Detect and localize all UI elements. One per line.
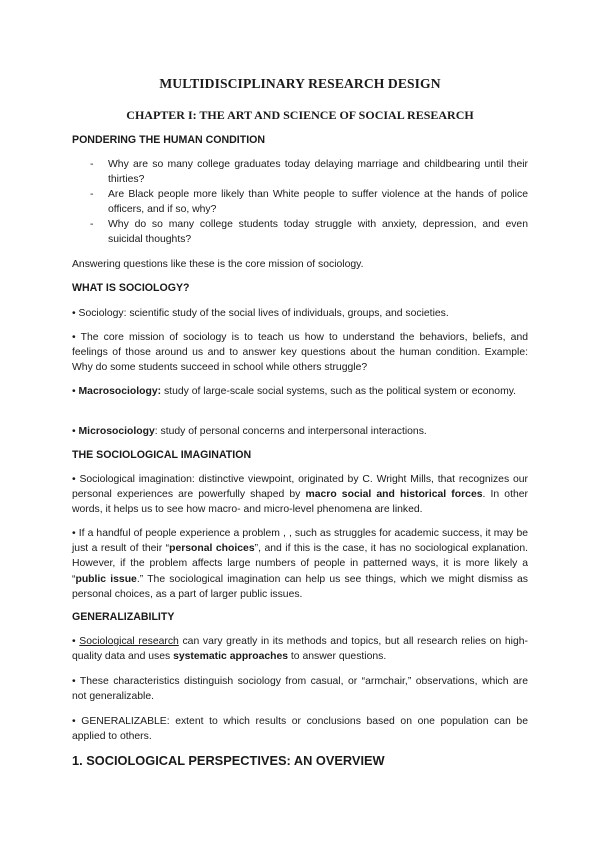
text: • If a handful of people experience a problem , , such as struggles for academic success, it may be just a result of their “ — [72, 528, 528, 555]
dash-marker: - — [90, 219, 94, 230]
paragraph — [72, 384, 528, 399]
question-text: Are Black people more likely than White people to suffer violence at the hands of police officers, and if so, why? — [108, 189, 528, 216]
definition: : study of personal concerns and interpersonal interactions. — [154, 426, 427, 437]
text: ”, and if this is the case, it has no sociological explanation. However, if the problem affects large numbers of people in patterned ways, it is more likely a “ — [72, 543, 528, 585]
question-text: Why are so many college graduates today delaying marriage and childbearing until their thirties? — [108, 159, 528, 186]
term-macrosociology: Macrosociology: — [78, 386, 162, 397]
sociological-research-link[interactable]: Sociological research — [79, 636, 179, 647]
paragraph: Answering questions like these is the core mission of sociology. — [72, 259, 364, 270]
section-heading-sociological-perspectives: 1. SOCIOLOGICAL PERSPECTIVES: AN OVERVIEW — [72, 753, 385, 768]
text: to answer questions. — [288, 651, 387, 663]
text: can vary greatly in its methods and topics, but all research relies on high-quality data and uses — [72, 636, 528, 663]
bold-phrase: systematic approaches — [173, 651, 289, 663]
bullet: • — [72, 426, 76, 437]
section-heading-human-condition: PONDERING THE HUMAN CONDITION — [72, 134, 266, 146]
paragraph: • These characteristics distinguish sociology from casual, or “armchair,” observations, which are not generalizable. — [72, 676, 528, 703]
text: • Sociological imagination: distinctive viewpoint, originated by C. Wright Mills, that recognizes our personal experiences are powerfully shaped by — [72, 474, 528, 501]
dash-marker: - — [90, 189, 94, 200]
paragraph — [72, 424, 528, 439]
bold-phrase: macro social and historical forces — [305, 489, 483, 501]
section-heading-what-is-sociology: WHAT IS SOCIOLOGY? — [72, 282, 190, 294]
definition: study of large-scale social systems, such as the political system or economy. — [161, 386, 517, 397]
bullet: • — [72, 386, 76, 397]
paragraph: • Sociology: scientific study of the social lives of individuals, groups, and societies. — [72, 308, 449, 319]
bold-phrase: personal choices — [169, 543, 255, 555]
section-heading-sociological-imagination: THE SOCIOLOGICAL IMAGINATION — [72, 449, 252, 461]
bullet: • — [72, 636, 76, 647]
paragraph: • The core mission of sociology is to teach us how to understand the behaviors, beliefs, and feelings of those around us and to answer key questions about the human condition. Example: Why do some students succeed in school while others struggle? — [72, 332, 528, 374]
paragraph: • GENERALIZABLE: extent to which results or conclusions based on one population can be applied to others. — [72, 716, 528, 743]
bold-phrase: public issue — [75, 573, 137, 585]
dash-marker: - — [90, 159, 94, 170]
paragraph — [72, 472, 528, 518]
paragraph — [72, 634, 528, 664]
section-heading-generalizability: GENERALIZABILITY — [72, 611, 175, 623]
text: . In other words, it helps us to see how macro- and micro-level phenomena are linked. — [72, 489, 528, 516]
text: .” The sociological imagination can help us see things, which we might dismiss as personal choices, as a part of larger public issues. — [72, 573, 528, 600]
paragraph — [72, 526, 528, 602]
term-microsociology: Microsociology — [78, 426, 155, 437]
document-title: MULTIDISCIPLINARY RESEARCH DESIGN — [159, 76, 441, 91]
question-text: Why do so many college students today struggle with anxiety, depression, and even suicidal thoughts? — [108, 219, 528, 246]
chapter-title: CHAPTER I: THE ART AND SCIENCE OF SOCIAL RESEARCH — [126, 108, 474, 122]
